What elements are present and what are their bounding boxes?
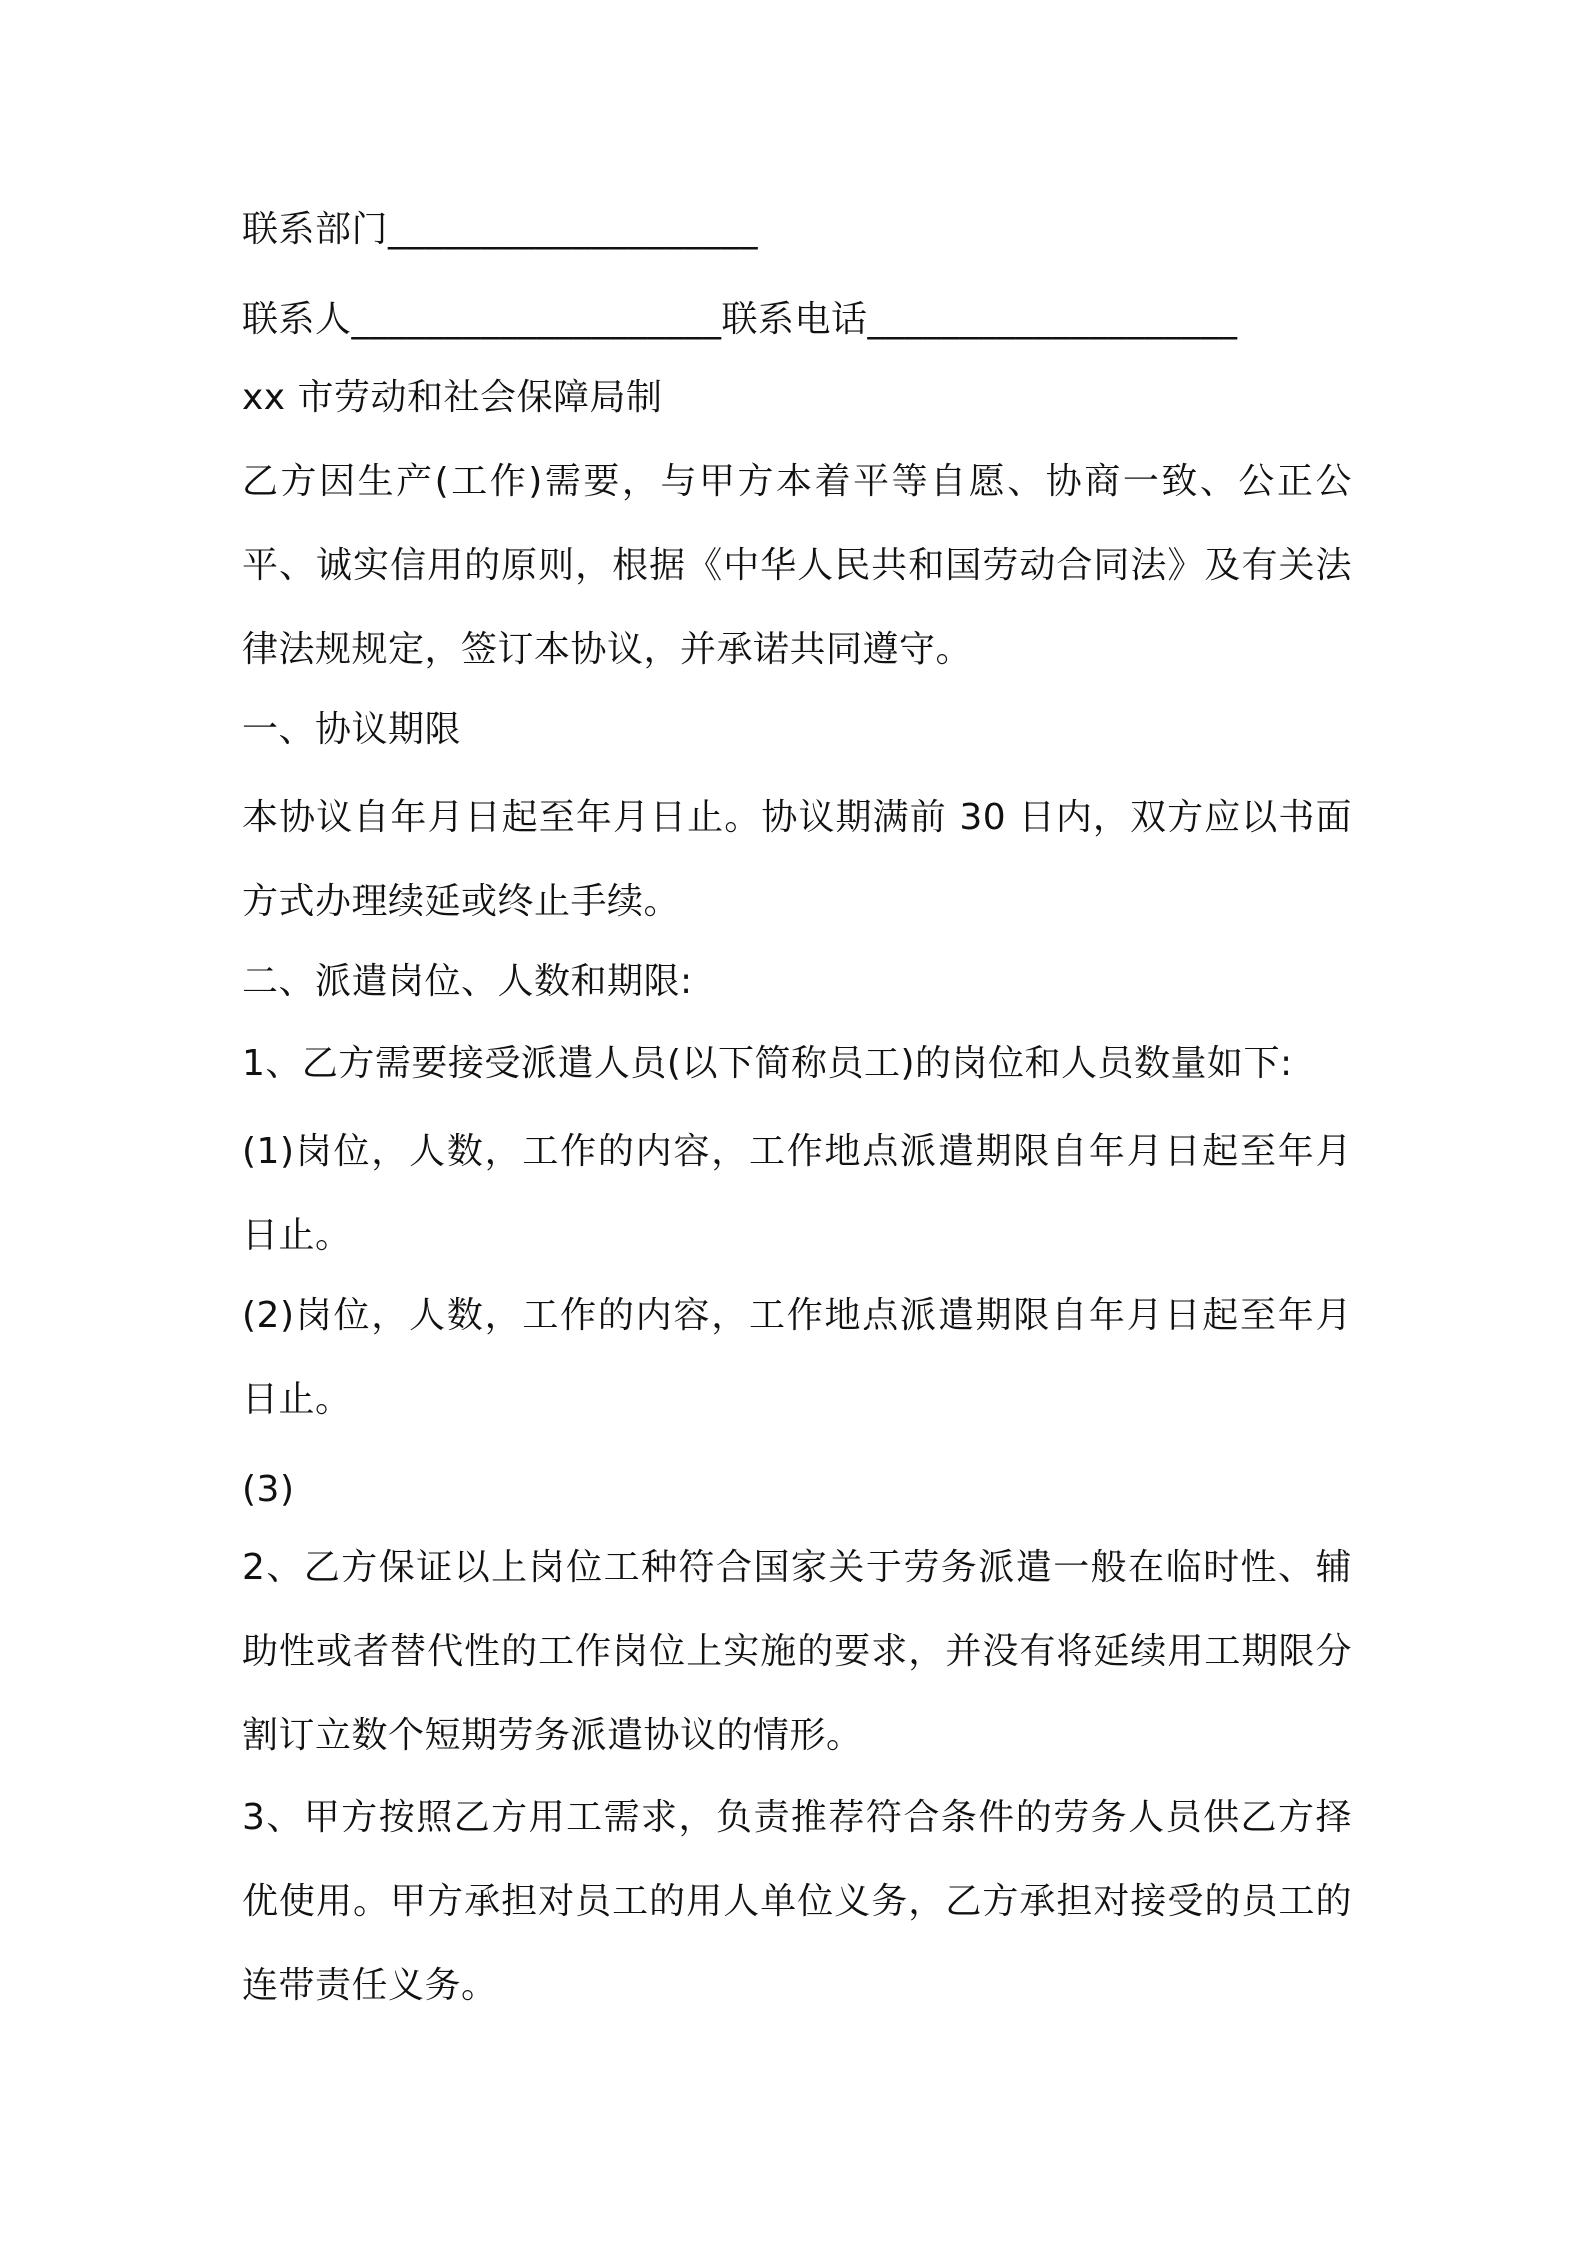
item-1-sub-3: (3) (242, 1469, 295, 1510)
section-1-title: 一、协议期限 (242, 709, 462, 750)
item-1-sub-1: (1)岗位，人数，工作的内容，工作地点派遣期限自年月日起至年月日止。 (242, 1131, 1352, 1256)
item-3: 3、甲方按照乙方用工需求，负责推荐符合条件的劳务人员供乙方择优使用。甲方承担对员工的用人单位义务，乙方承担对接受的员工的连带责任义务。 (242, 1797, 1352, 2006)
item-1-sub-2: (2)岗位，人数，工作的内容，工作地点派遣期限自年月日起至年月日止。 (242, 1295, 1352, 1420)
section-2-title: 二、派遣岗位、人数和期限: (242, 961, 693, 1002)
issuer-line: xx 市劳动和社会保障局制 (242, 377, 663, 418)
item-1: 1、乙方需要接受派遣人员(以下简称员工)的岗位和人员数量如下: (242, 1043, 1293, 1084)
section-1-body: 本协议自年月日起至年月日止。协议期满前 30 日内，双方应以书面方式办理续延或终止手续。 (242, 797, 1352, 922)
contact-person-phone-line: 联系人____________________联系电话____________________ (242, 299, 1238, 340)
item-2: 2、乙方保证以上岗位工种符合国家关于劳务派遣一般在临时性、辅助性或者替代性的工作岗位上实施的要求，并没有将延续用工期限分割订立数个短期劳务派遣协议的情形。 (242, 1547, 1352, 1756)
intro-paragraph: 乙方因生产(工作)需要，与甲方本着平等自愿、协商一致、公正公平、诚实信用的原则，根据《中华人民共和国劳动合同法》及有关法律法规规定，签订本协议，并承诺共同遵守。 (242, 461, 1352, 670)
contact-department-line: 联系部门____________________ (242, 209, 759, 250)
